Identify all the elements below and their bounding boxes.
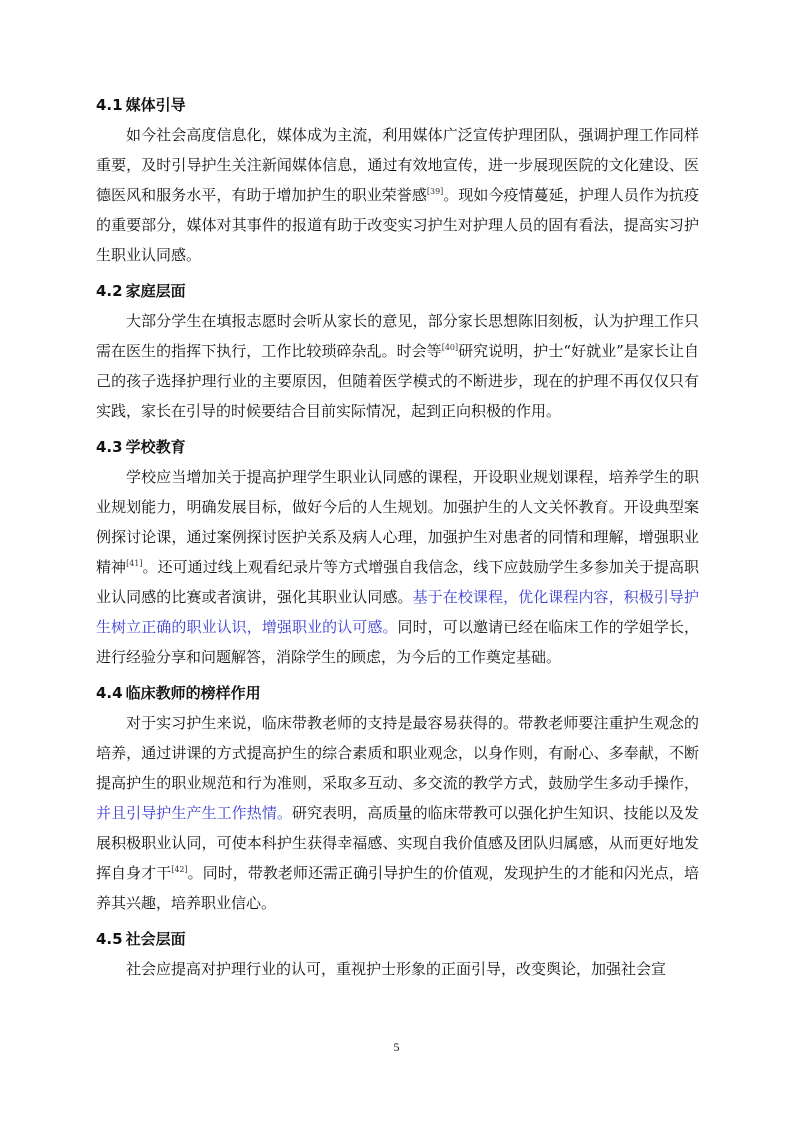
highlighted-text: 并且引导护生产生工作热情。 <box>96 804 292 822</box>
citation: [40] <box>441 343 459 352</box>
citation: [39] <box>426 187 444 196</box>
paragraph: 大部分学生在填报志愿时会听从家长的意见，部分家长思想陈旧刻板，认为护理工作只需在医生的指挥下执行，工作比较琐碎杂乱。时会等[40]研究说明，护士“好就业”是家长让自己的孩子选择护理行业的主要原因，但随着医学模式的不断进步，现在的护理不再仅仅只有实践，家长在引导的时候要结合目前实际情况，起到正向积极的作用。 <box>96 312 699 420</box>
highlighted-text: 基于在校课程，优化课程内容，积极引导护生树立正确的职业认识，增强职业的认可感。 <box>96 588 699 636</box>
section-heading: 4.4 临床教师的榜样作用 <box>96 684 261 702</box>
document-body <box>96 90 699 990</box>
paragraph: 社会应提高对护理行业的认可，重视护士形象的正面引导，改变舆论，加强社会宣 <box>126 960 667 978</box>
section-heading: 4.5 社会层面 <box>96 930 186 948</box>
paragraph: 如今社会高度信息化，媒体成为主流，利用媒体广泛宣传护理团队，强调护理工作同样重要，及时引导护生关注新闻媒体信息，通过有效地宣传，进一步展现医院的文化建设、医德医风和服务水平，有助于增加护生的职业荣誉感[39]。现如今疫情蔓延，护理人员作为抗疫的重要部分，媒体对其事件的报道有助于改变实习护生对护理人员的固有看法，提高实习护生职业认同感。 <box>96 126 699 264</box>
paragraph: 对于实习护生来说，临床带教老师的支持是最容易获得的。带教老师要注重护生观念的培养，通过讲课的方式提高护生的综合素质和职业观念，以身作则，有耐心、多奉献，不断提高护生的职业规范和行为准则，采取多互动、多交流的教学方式，鼓励学生多动手操作，并且引导护生产生工作热情。研究表明，高质量的临床带教可以强化护生知识、技能以及发展积极职业认同，可使本科护生获得幸福感、实现自我价值感及团队归属感，从而更好地发挥自身才干[42]。同时，带教老师还需正确引导护生的价值观，发现护生的才能和闪光点，培养其兴趣，培养职业信心。 <box>96 714 699 912</box>
section-heading: 4.2 家庭层面 <box>96 282 186 300</box>
section-heading: 4.1 媒体引导 <box>96 96 186 114</box>
citation: [42] <box>171 865 188 874</box>
page-number: 5 <box>393 1040 400 1054</box>
section-heading: 4.3 学校教育 <box>96 438 186 456</box>
citation: [41] <box>126 559 143 568</box>
paragraph: 学校应当增加关于提高护理学生职业认同感的课程，开设职业规划课程，培养学生的职业规划能力，明确发展目标，做好今后的人生规划。加强护生的人文关怀教育。开设典型案例探讨论课，通过案例探讨医护关系及病人心理，加强护生对患者的同情和理解，增强职业精神[41]。还可通过线上观看纪录片等方式增强自我信念，线下应鼓励学生多参加关于提高职业认同感的比赛或者演讲，强化其职业认同感。基于在校课程，优化课程内容，积极引导护生树立正确的职业认识，增强职业的认可感。同时，可以邀请已经在临床工作的学姐学长，进行经验分享和问题解答，消除学生的顾虑，为今后的工作奠定基础。 <box>96 468 699 666</box>
